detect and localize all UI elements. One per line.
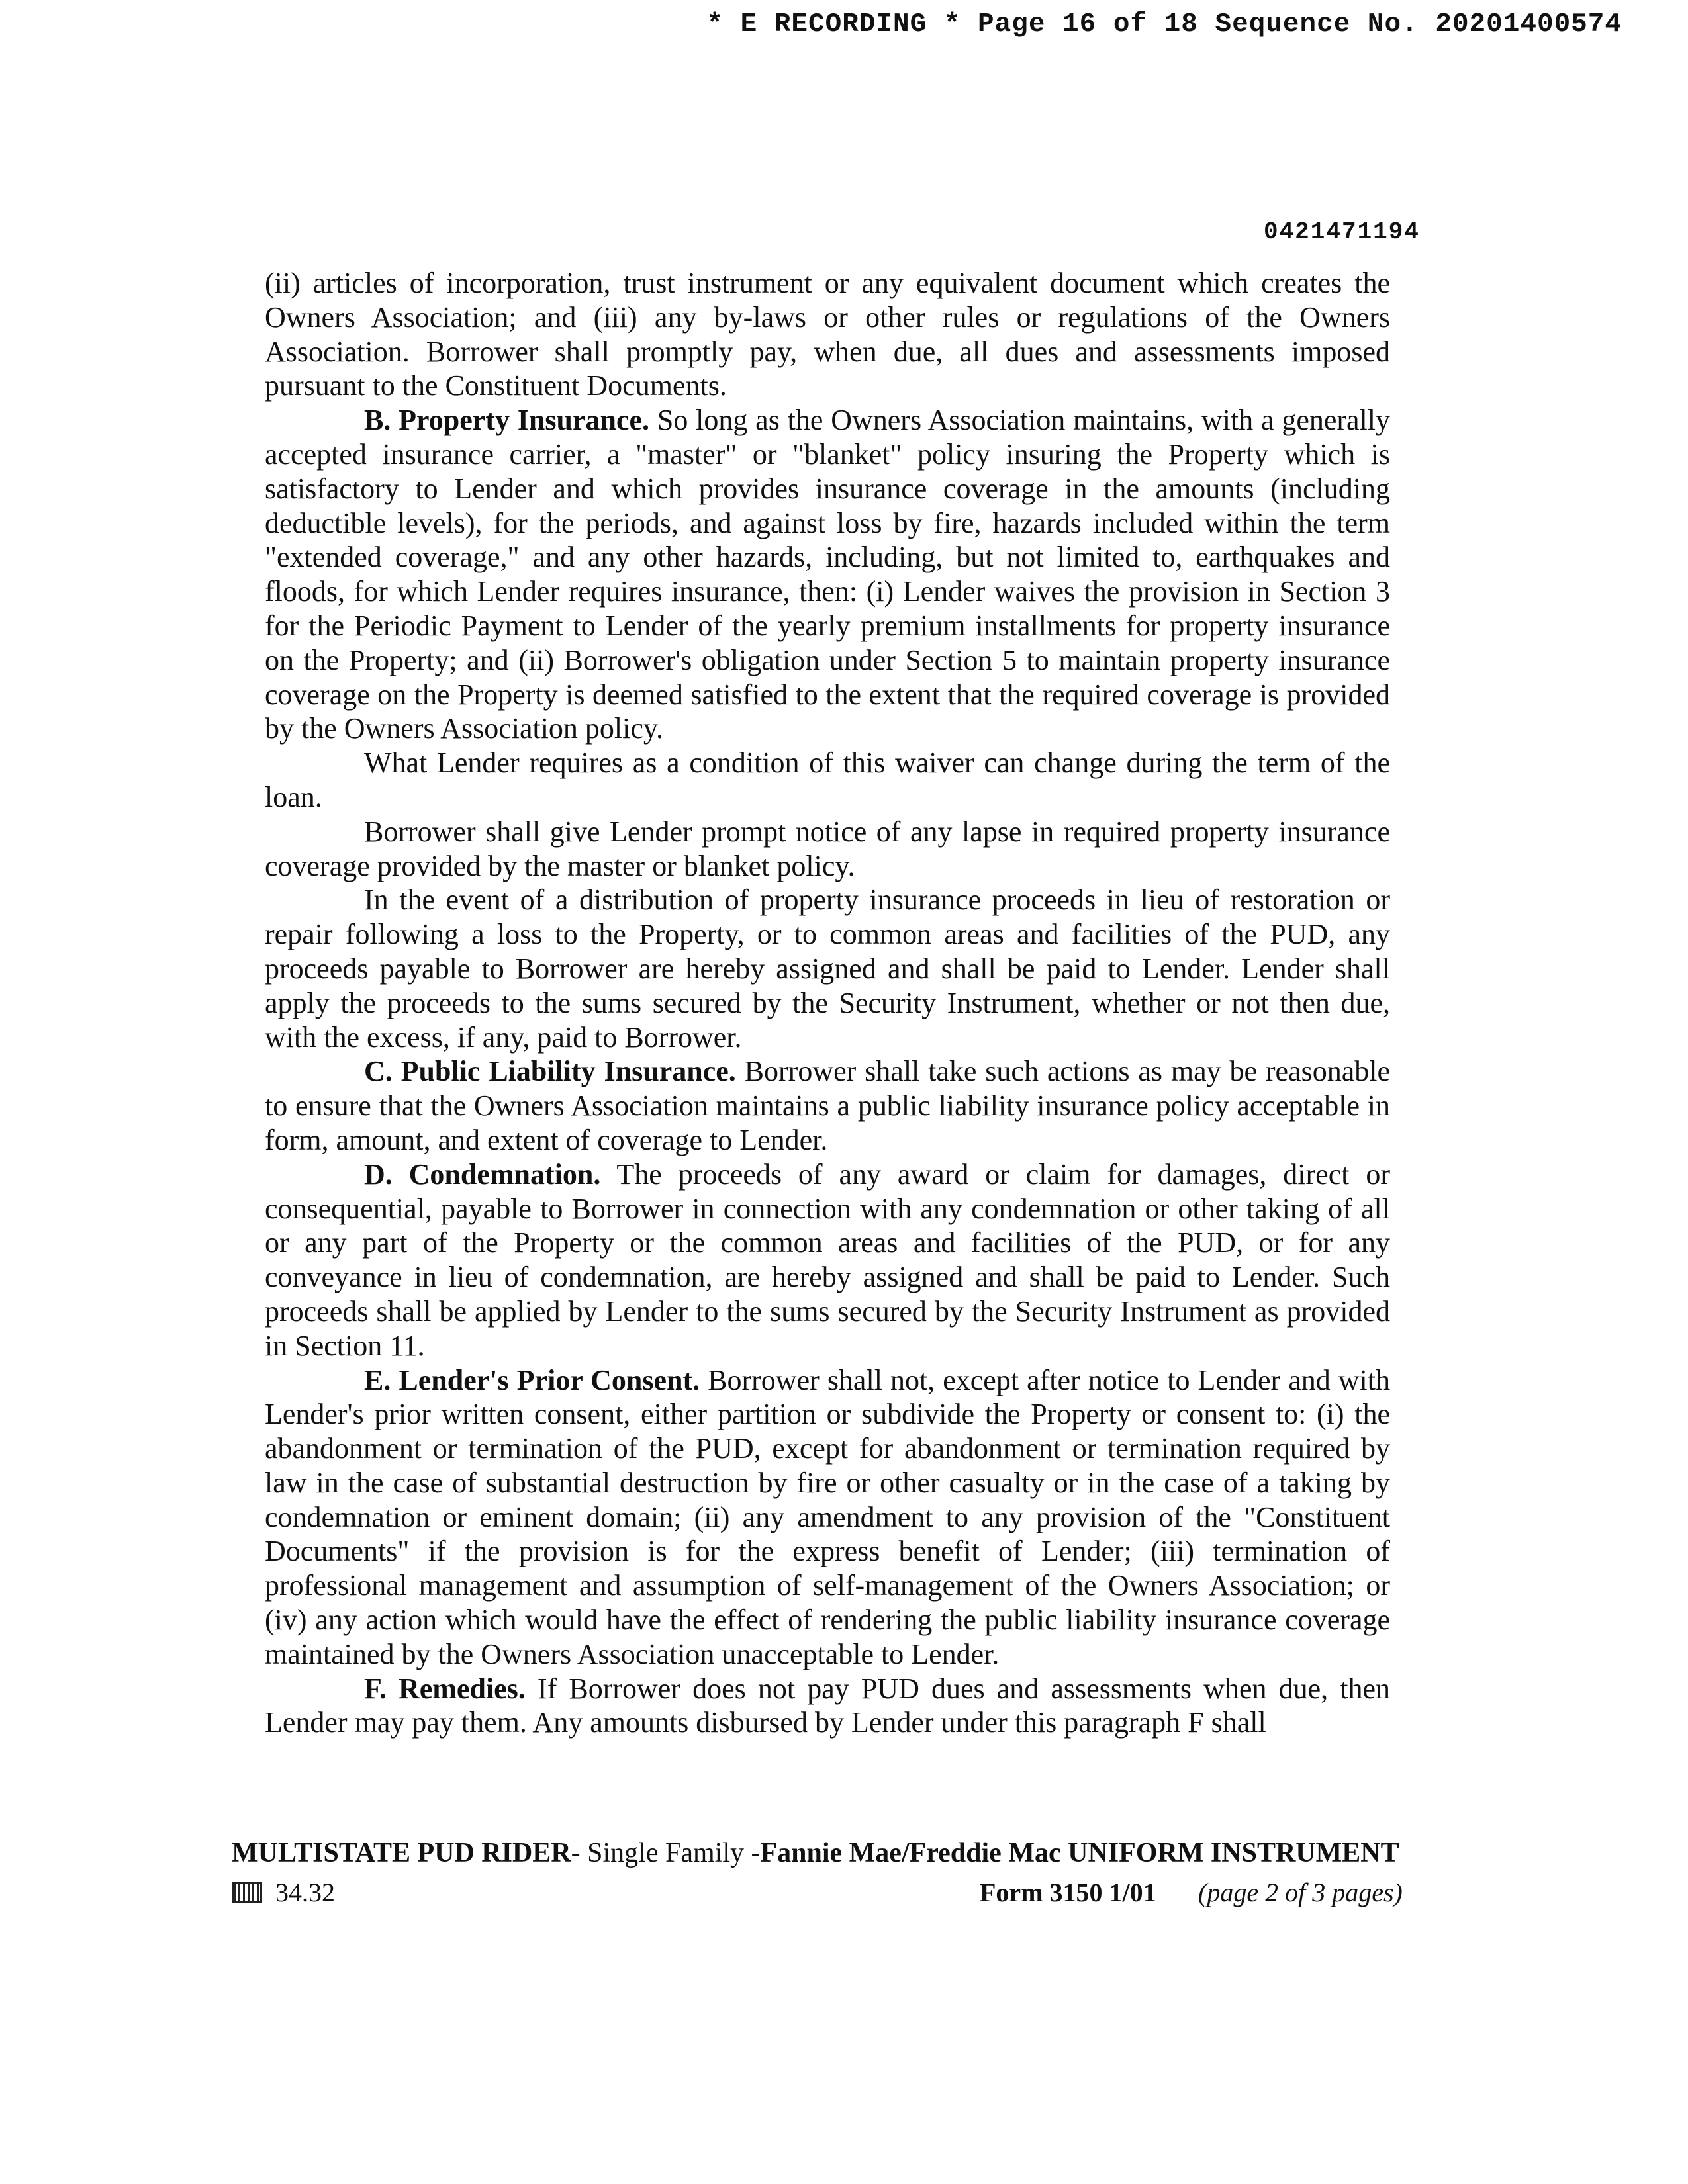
- section-d-text: The proceeds of any award or claim for damages, direct or consequential, payable to Borrower in connection with any condemnation or other taking of all or any part of the Property or the common areas and facilities of the PUD, or for any conveyance in lieu of condemnation, are hereby assigned and shall be paid to Lender. Such proceeds shall be applied by Lender to the sums secured by the Security Instrument as provided in Section 11.: [265, 1158, 1390, 1362]
- document-body: [265, 266, 1390, 1740]
- section-b-title: B. Property Insurance.: [364, 404, 650, 437]
- footer-title-rider: MULTISTATE PUD RIDER: [232, 1838, 571, 1868]
- section-f-remedies: [265, 1672, 1390, 1741]
- recording-stamp: * E RECORDING * Page 16 of 18 Sequence No. 20201400574: [706, 9, 1622, 40]
- paragraph-insurance-proceeds: In the event of a distribution of property insurance proceeds in lieu of restoration or repair following a loss to the Property, or to common areas and facilities of the PUD, any proceeds payable to Borrower are hereby assigned and shall be paid to Lender. Lender shall apply the proceeds to the sums secured by the Security Instrument, whether or not then due, with the excess, if any, paid to Borrower.: [265, 884, 1390, 1054]
- section-d-title: D. Condemnation.: [364, 1158, 601, 1191]
- section-c-title: C. Public Liability Insurance.: [364, 1055, 736, 1088]
- paragraph-waiver: What Lender requires as a condition of this waiver can change during the term of the loan.: [265, 747, 1390, 813]
- section-b-text: So long as the Owners Association maintains, with a generally accepted insurance carrier, a "master" or "blanket" policy insuring the Property which is satisfactory to Lender and which provides insurance coverage in the amounts (including deductible levels), for the periods, and against loss by fire, hazards included within the term "extended coverage," and any other hazards, including, but not limited to, earthquakes and floods, for which Lender requires insurance, then: (i) Lender waives the provision in Section 3 for the Periodic Payment to Lender of the yearly premium installments for property insurance on the Property; and (ii) Borrower's obligation under Section 5 to maintain property insurance coverage on the Property is deemed satisfied to the extent that the required coverage is provided by the Owners Association policy.: [265, 404, 1391, 745]
- footer-form-code: 34.32: [275, 1878, 335, 1907]
- section-e-title: E. Lender's Prior Consent.: [364, 1363, 700, 1396]
- form-logo-icon: [232, 1882, 262, 1903]
- section-c-text: Borrower shall take such actions as may be reasonable to ensure that the Owners Association maintains a public liability insurance policy acceptable in form, amount, and extent of coverage to Lender.: [265, 1055, 1390, 1156]
- section-f-title: F. Remedies.: [364, 1672, 526, 1705]
- paragraph-constituent-documents: (ii) articles of incorporation, trust instrument or any equivalent document which creates the Owners Association; and (iii) any by-laws or other rules or regulations of the Owners Association. Borrower shall promptly pay, when due, all dues and assessments imposed pursuant to the Constituent Documents.: [265, 267, 1390, 402]
- section-f-text: If Borrower does not pay PUD dues and assessments when due, then Lender may pay them. Any amounts disbursed by Lender under this paragraph F shall: [265, 1672, 1391, 1739]
- section-c-public-liability: [265, 1054, 1390, 1157]
- footer-title-instrument: Fannie Mae/Freddie Mac UNIFORM INSTRUMENT: [760, 1838, 1399, 1868]
- footer-form-number: Form 3150 1/01: [980, 1878, 1156, 1907]
- section-e-prior-consent: [265, 1363, 1390, 1672]
- footer-title-family: - Single Family -: [571, 1838, 761, 1868]
- paragraph-lapse-notice: Borrower shall give Lender prompt notice of any lapse in required property insurance coverage provided by the master or blanket policy.: [265, 815, 1390, 882]
- footer-form-info: [232, 1877, 1450, 1908]
- section-b-property-insurance: [265, 403, 1390, 746]
- section-e-text: Borrower shall not, except after notice to Lender and with Lender's prior written consent, either partition or subdivide the Property or consent to: (i) the abandonment or termination of the PUD, except for abandonment or termination required by law in the case of substantial destruction by fire or other casualty or in the case of a taking by condemnation or eminent domain; (ii) any amendment to any provision of the "Constituent Documents" if the provision is for the express benefit of Lender; (iii) termination of professional management and assumption of self-management of the Owners Association; or (iv) any action which would have the effect of rendering the public liability insurance coverage maintained by the Owners Association unacceptable to Lender.: [265, 1363, 1390, 1670]
- footer-page-count: (page 2 of 3 pages): [1198, 1878, 1403, 1907]
- section-d-condemnation: [265, 1158, 1390, 1363]
- loan-number: 0421471194: [1263, 218, 1420, 246]
- footer-form-title: [232, 1837, 1423, 1869]
